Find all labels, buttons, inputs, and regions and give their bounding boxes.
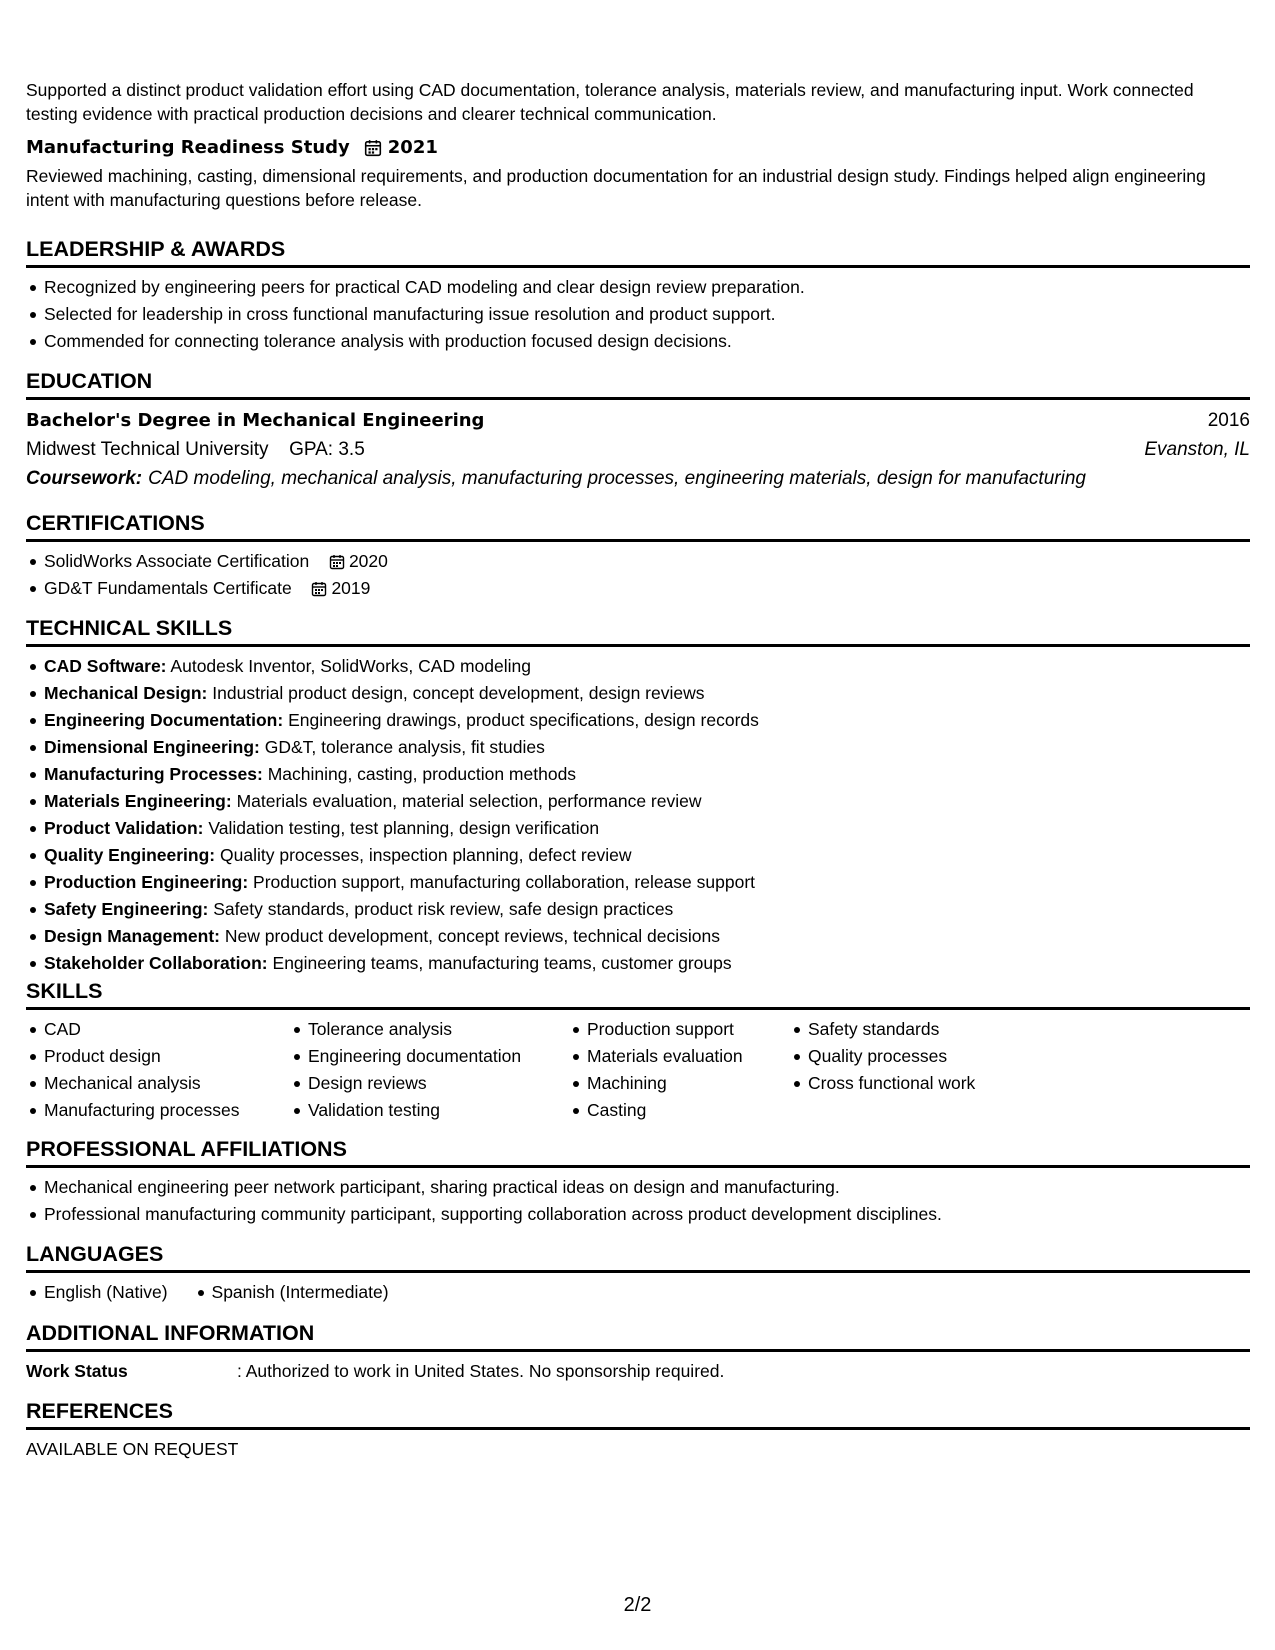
- education-degree-row: [26, 406, 1250, 435]
- certifications-list: [26, 548, 1250, 602]
- section-title: CERTIFICATIONS: [26, 509, 1250, 542]
- certification-item: [44, 575, 1250, 602]
- coursework-text: CAD modeling, mechanical analysis, manufacturing processes, engineering materials, design for manufacturing: [148, 468, 1086, 489]
- skill-tag: Manufacturing processes: [44, 1097, 290, 1124]
- affiliations-list: [26, 1174, 1250, 1228]
- certification-year: 2019: [331, 578, 371, 598]
- skill-item: [44, 896, 1250, 923]
- skill-item: [44, 653, 1250, 680]
- skill-item: [44, 815, 1250, 842]
- technical-skills-section: [26, 614, 1250, 977]
- section-title: PROFESSIONAL AFFILIATIONS: [26, 1135, 1250, 1168]
- certification-year: 2020: [348, 551, 388, 571]
- project-heading: [26, 136, 1226, 160]
- page-number: 2/2: [623, 1594, 652, 1616]
- leadership-section: [26, 235, 1250, 355]
- skill-label: Materials Engineering:: [44, 791, 232, 811]
- coursework-label: Coursework:: [26, 468, 143, 489]
- section-title: SKILLS: [26, 977, 1250, 1010]
- languages-list: [26, 1279, 1250, 1306]
- project-study-description: Reviewed machining, casting, dimensional requirements, and production documentation for an industrial design study. Findings helped align engineering intent with manufacturing questions before release.: [26, 166, 1206, 210]
- skill-label: Stakeholder Collaboration:: [44, 953, 268, 973]
- language-item: Spanish (Intermediate): [212, 1279, 389, 1306]
- skill-tag: Engineering documentation: [308, 1043, 569, 1070]
- skill-tag: Production support: [587, 1016, 790, 1043]
- skill-item: [44, 842, 1250, 869]
- list-item: Selected for leadership in cross functional manufacturing issue resolution and product support.: [44, 301, 1250, 328]
- skill-tag: Machining: [587, 1070, 790, 1097]
- calendar-icon: [364, 139, 382, 157]
- section-title: LANGUAGES: [26, 1240, 1250, 1273]
- list-item: Professional manufacturing community participant, supporting collaboration across product development disciplines.: [44, 1201, 1250, 1228]
- languages-section: [26, 1240, 1250, 1306]
- list-item: Mechanical engineering peer network participant, sharing practical ideas on design and manufacturing.: [44, 1174, 1250, 1201]
- graduation-year: 2016: [1207, 410, 1250, 431]
- skill-item: [44, 707, 1250, 734]
- skill-item: [44, 734, 1250, 761]
- skill-value: Validation testing, test planning, design verification: [208, 818, 600, 838]
- skill-tag: Casting: [587, 1097, 790, 1124]
- skill-value: Engineering teams, manufacturing teams, customer groups: [272, 953, 732, 973]
- skill-item: [44, 680, 1250, 707]
- skills-column: [569, 1016, 790, 1124]
- skill-tag: Cross functional work: [808, 1070, 1068, 1097]
- skill-label: Design Management:: [44, 926, 220, 946]
- section-title: EDUCATION: [26, 367, 1250, 400]
- education-school-row: [26, 435, 1250, 464]
- skill-label: Manufacturing Processes:: [44, 764, 263, 784]
- calendar-icon: [329, 554, 345, 570]
- skill-item: [44, 788, 1250, 815]
- certification-name: GD&T Fundamentals Certificate: [44, 578, 292, 598]
- certification-item: [44, 548, 1250, 575]
- project-description: Supported a distinct product validation effort using CAD documentation, tolerance analysis, materials review, and manufacturing input. Work connected testing evidence with practical production decisions and clearer technical communication.: [26, 80, 1194, 124]
- list-item: Recognized by engineering peers for practical CAD modeling and clear design review preparation.: [44, 274, 1250, 301]
- skill-item: [44, 950, 1250, 977]
- affiliations-section: [26, 1135, 1250, 1228]
- list-item: Commended for connecting tolerance analysis with production focused design decisions.: [44, 328, 1250, 355]
- skill-tag: Tolerance analysis: [308, 1016, 569, 1043]
- work-status-value: : Authorized to work in United States. No sponsorship required.: [237, 1361, 725, 1381]
- skill-label: CAD Software:: [44, 656, 167, 676]
- gpa: GPA: 3.5: [289, 439, 365, 460]
- section-title: TECHNICAL SKILLS: [26, 614, 1250, 647]
- technical-skills-list: [26, 653, 1250, 977]
- skill-tag: Materials evaluation: [587, 1043, 790, 1070]
- skill-value: Materials evaluation, material selection, performance review: [236, 791, 702, 811]
- work-status-label: Work Status: [26, 1361, 128, 1381]
- skill-value: Autodesk Inventor, SolidWorks, CAD modeling: [170, 656, 531, 676]
- skill-label: Safety Engineering:: [44, 899, 209, 919]
- skill-item: [44, 923, 1250, 950]
- section-title: REFERENCES: [26, 1397, 1250, 1430]
- references-section: [26, 1397, 1250, 1463]
- certification-name: SolidWorks Associate Certification: [44, 551, 310, 571]
- skill-tag: Validation testing: [308, 1097, 569, 1124]
- skill-label: Product Validation:: [44, 818, 204, 838]
- skill-value: Machining, casting, production methods: [267, 764, 577, 784]
- skills-column: [26, 1016, 290, 1124]
- skill-label: Dimensional Engineering:: [44, 737, 260, 757]
- certifications-section: [26, 509, 1250, 602]
- section-title: LEADERSHIP & AWARDS: [26, 235, 1250, 268]
- degree-name: Bachelor's Degree in Mechanical Engineering: [26, 410, 485, 431]
- calendar-icon: [311, 581, 327, 597]
- skill-item: [44, 761, 1250, 788]
- skill-value: Production support, manufacturing collaboration, release support: [253, 872, 756, 892]
- skills-section: [26, 977, 1250, 1124]
- coursework-row: [26, 464, 1250, 493]
- education-section: [26, 367, 1250, 493]
- skill-tag: Mechanical analysis: [44, 1070, 290, 1097]
- leadership-list: [26, 274, 1250, 355]
- skills-grid: [26, 1016, 1250, 1124]
- skill-value: GD&T, tolerance analysis, fit studies: [264, 737, 545, 757]
- skill-tag: CAD: [44, 1016, 290, 1043]
- skills-column: [290, 1016, 569, 1124]
- work-status-row: [26, 1358, 1250, 1385]
- skill-tag: Product design: [44, 1043, 290, 1070]
- skill-tag: Design reviews: [308, 1070, 569, 1097]
- skill-value: Industrial product design, concept development, design reviews: [212, 683, 705, 703]
- skills-column: [790, 1016, 1068, 1124]
- language-item: English (Native): [44, 1279, 168, 1306]
- skill-item: [44, 869, 1250, 896]
- skill-tag: Quality processes: [808, 1043, 1068, 1070]
- school-location: Evanston, IL: [1144, 439, 1250, 460]
- skill-label: Quality Engineering:: [44, 845, 216, 865]
- skill-value: Safety standards, product risk review, safe design practices: [213, 899, 674, 919]
- skill-value: Engineering drawings, product specifications, design records: [288, 710, 759, 730]
- skill-label: Engineering Documentation:: [44, 710, 284, 730]
- project-study: [26, 136, 1226, 212]
- references-text: AVAILABLE ON REQUEST: [26, 1439, 239, 1459]
- project-title: Manufacturing Readiness Study: [26, 137, 350, 158]
- skill-label: Production Engineering:: [44, 872, 249, 892]
- skill-label: Mechanical Design:: [44, 683, 208, 703]
- additional-info-section: [26, 1319, 1250, 1385]
- skill-value: Quality processes, inspection planning, defect review: [220, 845, 632, 865]
- project-year: 2021: [387, 137, 438, 158]
- section-title: ADDITIONAL INFORMATION: [26, 1319, 1250, 1352]
- school-name: Midwest Technical University: [26, 439, 269, 460]
- skill-tag: Safety standards: [808, 1016, 1068, 1043]
- skill-value: New product development, concept reviews, technical decisions: [224, 926, 720, 946]
